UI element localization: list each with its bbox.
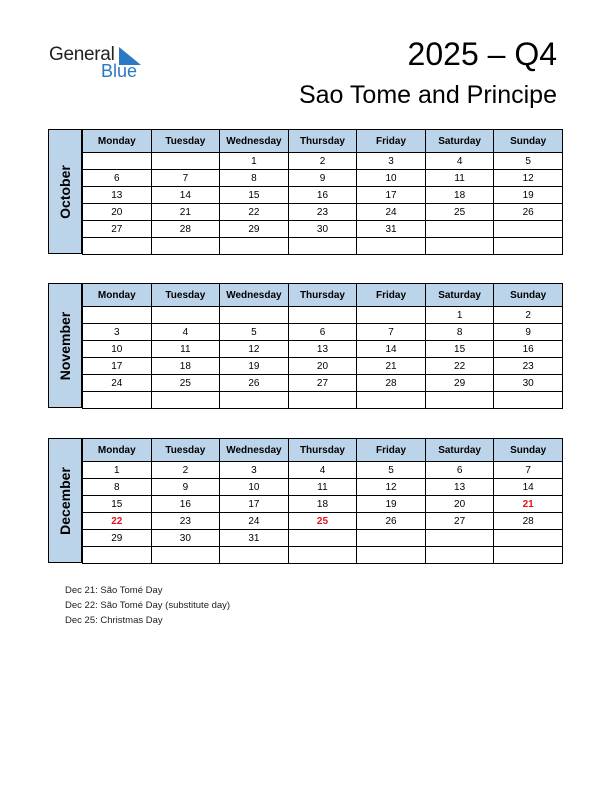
day-cell [357,238,426,255]
day-cell: 18 [425,187,494,204]
week-row [83,392,563,409]
weekday-header-row [83,284,563,307]
weekday-header: Monday [83,284,152,307]
day-cell: 14 [151,187,220,204]
day-cell: 11 [151,341,220,358]
day-cell [357,530,426,547]
day-cell: 14 [494,479,563,496]
day-cell [151,547,220,564]
day-cell: 27 [425,513,494,530]
weekday-header: Sunday [494,130,563,153]
weekday-header: Thursday [288,284,357,307]
holiday-day-cell: 25 [288,513,357,530]
day-cell: 10 [83,341,152,358]
day-cell: 26 [357,513,426,530]
day-cell [151,392,220,409]
week-row [83,238,563,255]
day-cell [357,392,426,409]
day-cell: 14 [357,341,426,358]
day-cell: 2 [494,307,563,324]
day-cell [83,392,152,409]
day-cell [220,547,289,564]
day-cell: 12 [494,170,563,187]
weekday-header-row [83,130,563,153]
day-cell: 25 [151,375,220,392]
day-cell [357,547,426,564]
day-cell: 11 [425,170,494,187]
day-cell: 15 [425,341,494,358]
day-cell [220,307,289,324]
day-cell [494,392,563,409]
day-cell: 13 [425,479,494,496]
day-cell [83,238,152,255]
day-cell [288,547,357,564]
month-name: December [57,466,73,535]
weekday-header: Thursday [288,130,357,153]
holiday-note: Dec 22: São Tomé Day (substitute day) [65,600,231,611]
day-cell: 21 [151,204,220,221]
day-cell: 30 [151,530,220,547]
day-cell: 19 [494,187,563,204]
day-cell: 5 [494,153,563,170]
day-cell: 20 [83,204,152,221]
day-cell: 28 [494,513,563,530]
day-cell: 18 [288,496,357,513]
day-cell [425,547,494,564]
day-cell [425,530,494,547]
day-cell: 26 [220,375,289,392]
day-cell: 27 [83,221,152,238]
day-cell: 31 [357,221,426,238]
weekday-header: Tuesday [151,130,220,153]
day-cell: 3 [83,324,152,341]
day-cell: 18 [151,358,220,375]
week-row [83,358,563,375]
day-cell [288,307,357,324]
day-cell [220,392,289,409]
week-row [83,530,563,547]
weekday-header-row [83,439,563,462]
logo [49,44,159,84]
day-cell: 12 [220,341,289,358]
holiday-notes [65,583,230,628]
day-cell: 29 [425,375,494,392]
day-cell: 29 [83,530,152,547]
day-cell [151,153,220,170]
day-cell: 27 [288,375,357,392]
day-cell: 8 [83,479,152,496]
day-cell: 8 [220,170,289,187]
weekday-header: Thursday [288,439,357,462]
day-cell: 4 [288,462,357,479]
day-cell: 15 [83,496,152,513]
week-row [83,462,563,479]
day-cell: 5 [357,462,426,479]
day-cell: 24 [220,513,289,530]
week-row [83,375,563,392]
day-cell [425,392,494,409]
week-row [83,221,563,238]
day-cell: 7 [151,170,220,187]
week-row [83,187,563,204]
day-cell: 1 [425,307,494,324]
day-cell: 16 [151,496,220,513]
day-cell [151,307,220,324]
week-row [83,547,563,564]
day-cell [425,238,494,255]
week-row [83,513,563,530]
day-cell: 15 [220,187,289,204]
weekday-header: Wednesday [220,284,289,307]
day-cell: 9 [151,479,220,496]
month-label [48,283,82,408]
day-cell [288,530,357,547]
month-name: November [57,311,73,380]
day-cell [83,307,152,324]
day-cell: 6 [83,170,152,187]
weekday-header: Friday [357,439,426,462]
holiday-day-cell: 22 [83,513,152,530]
day-cell: 30 [494,375,563,392]
day-cell: 16 [494,341,563,358]
day-cell: 7 [494,462,563,479]
weekday-header: Sunday [494,284,563,307]
weekday-header: Monday [83,130,152,153]
day-cell: 20 [425,496,494,513]
day-cell [425,221,494,238]
day-cell: 2 [151,462,220,479]
calendar-table [82,129,563,255]
day-cell [357,307,426,324]
day-cell [220,238,289,255]
day-cell: 9 [494,324,563,341]
page-subtitle: Sao Tome and Principe [298,81,557,109]
day-cell: 8 [425,324,494,341]
day-cell: 1 [220,153,289,170]
day-cell: 21 [357,358,426,375]
day-cell: 4 [151,324,220,341]
weekday-header: Saturday [425,130,494,153]
day-cell: 1 [83,462,152,479]
month-name: October [57,164,73,219]
month-label [48,129,82,254]
day-cell [151,238,220,255]
weekday-header: Friday [357,130,426,153]
page-title: 2025 – Q4 [407,36,557,72]
day-cell: 3 [357,153,426,170]
day-cell: 28 [357,375,426,392]
day-cell: 12 [357,479,426,496]
holiday-note: Dec 25: Christmas Day [65,615,163,626]
day-cell [494,221,563,238]
day-cell [83,153,152,170]
day-cell [288,392,357,409]
day-cell [494,547,563,564]
week-row [83,479,563,496]
holiday-day-cell: 21 [494,496,563,513]
day-cell: 17 [357,187,426,204]
day-cell: 25 [425,204,494,221]
week-row [83,341,563,358]
day-cell: 11 [288,479,357,496]
day-cell: 23 [288,204,357,221]
day-cell: 20 [288,358,357,375]
day-cell: 4 [425,153,494,170]
day-cell [288,238,357,255]
weekday-header: Saturday [425,439,494,462]
day-cell: 13 [288,341,357,358]
day-cell: 6 [288,324,357,341]
weekday-header: Friday [357,284,426,307]
weekday-header: Saturday [425,284,494,307]
day-cell: 29 [220,221,289,238]
logo-blue-text: Blue [101,61,138,81]
day-cell: 10 [357,170,426,187]
day-cell: 2 [288,153,357,170]
day-cell: 9 [288,170,357,187]
day-cell: 3 [220,462,289,479]
week-row [83,307,563,324]
day-cell: 17 [83,358,152,375]
day-cell: 23 [151,513,220,530]
day-cell: 19 [220,358,289,375]
weekday-header: Sunday [494,439,563,462]
day-cell: 22 [425,358,494,375]
day-cell: 16 [288,187,357,204]
day-cell [494,530,563,547]
day-cell: 17 [220,496,289,513]
week-row [83,204,563,221]
calendar-table [82,438,563,564]
day-cell: 5 [220,324,289,341]
week-row [83,324,563,341]
week-row [83,496,563,513]
weekday-header: Tuesday [151,284,220,307]
day-cell: 10 [220,479,289,496]
weekday-header: Wednesday [220,439,289,462]
day-cell: 28 [151,221,220,238]
day-cell: 13 [83,187,152,204]
weekday-header: Tuesday [151,439,220,462]
day-cell: 22 [220,204,289,221]
day-cell: 24 [357,204,426,221]
day-cell: 26 [494,204,563,221]
calendar-table [82,283,563,409]
holiday-note: Dec 21: São Tomé Day [65,585,163,596]
day-cell: 6 [425,462,494,479]
day-cell [494,238,563,255]
logo-general-text: General [49,44,115,65]
day-cell: 24 [83,375,152,392]
day-cell: 19 [357,496,426,513]
weekday-header: Wednesday [220,130,289,153]
day-cell: 23 [494,358,563,375]
week-row [83,153,563,170]
week-row [83,170,563,187]
weekday-header: Monday [83,439,152,462]
day-cell: 7 [357,324,426,341]
day-cell [83,547,152,564]
day-cell: 30 [288,221,357,238]
month-label [48,438,82,563]
day-cell: 31 [220,530,289,547]
